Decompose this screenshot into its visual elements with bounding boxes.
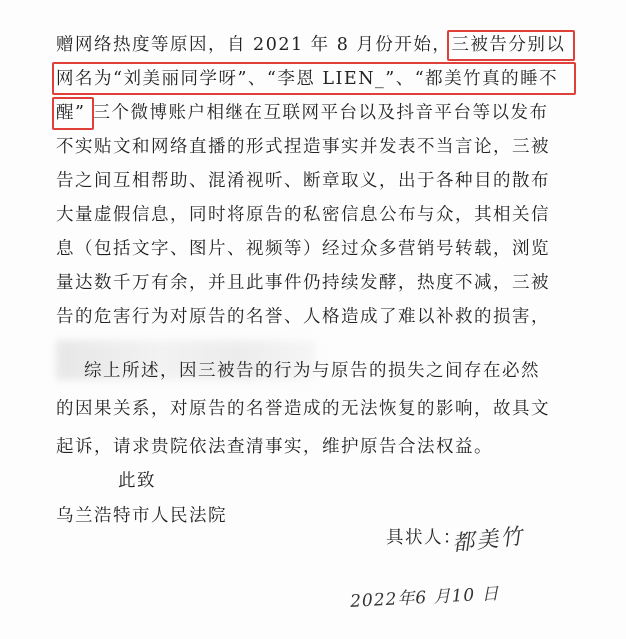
- body-line-4: 不实贴文和网络直播的形式捏造事实并发表不当言论，三被: [56, 137, 550, 157]
- handwritten-signature: 都美竹: [451, 524, 526, 557]
- handwritten-date: 2022年6 月10 日: [349, 584, 501, 612]
- body-line-6: 大量虚假信息，同时将原告的私密信息公布与众，其相关信: [56, 205, 550, 225]
- court-name: 乌兰浩特市人民法院: [56, 506, 227, 526]
- body-line-7: 息（包括文字、图片、视频等）经过众多营销号转载，浏览: [56, 239, 550, 259]
- conclusion-line-3: 起诉，请求贵院依法查清事实，维护原告合法权益。: [56, 437, 493, 457]
- conclusion-line-1: 综上所述，因三被告的行为与原告的损失之间存在必然: [84, 361, 540, 381]
- body-line-1: 赠网络热度等原因，自 2021 年 8 月份开始，三被告分别以: [56, 35, 566, 55]
- body-line-9: 告的危害行为对原告的名誉、人格造成了难以补救的损害，: [56, 307, 550, 327]
- highlight-box-2: [52, 62, 576, 95]
- body-line-3: 醒” 三个微博账户相继在互联网平台以及抖音平台等以发布: [56, 103, 549, 123]
- conclusion-line-2: 的因果关系，对原告的名誉造成的无法恢复的影响，故具文: [56, 399, 550, 419]
- body-line-5: 告之间互相帮助、混淆视听、断章取义，出于各种目的散布: [56, 171, 550, 191]
- closing-text: 此致: [118, 471, 156, 491]
- highlight-box-1: [447, 30, 575, 61]
- highlight-box-3: [52, 97, 94, 130]
- body-line-2: 网名为“刘美丽同学呀”、“李恩 LIEN_”、“都美竹真的睡不: [56, 69, 559, 89]
- body-line-8: 量达数千万有余，并且此事件仍持续发酵，热度不减，三被: [56, 273, 550, 293]
- petitioner-label: 具状人：: [386, 528, 462, 548]
